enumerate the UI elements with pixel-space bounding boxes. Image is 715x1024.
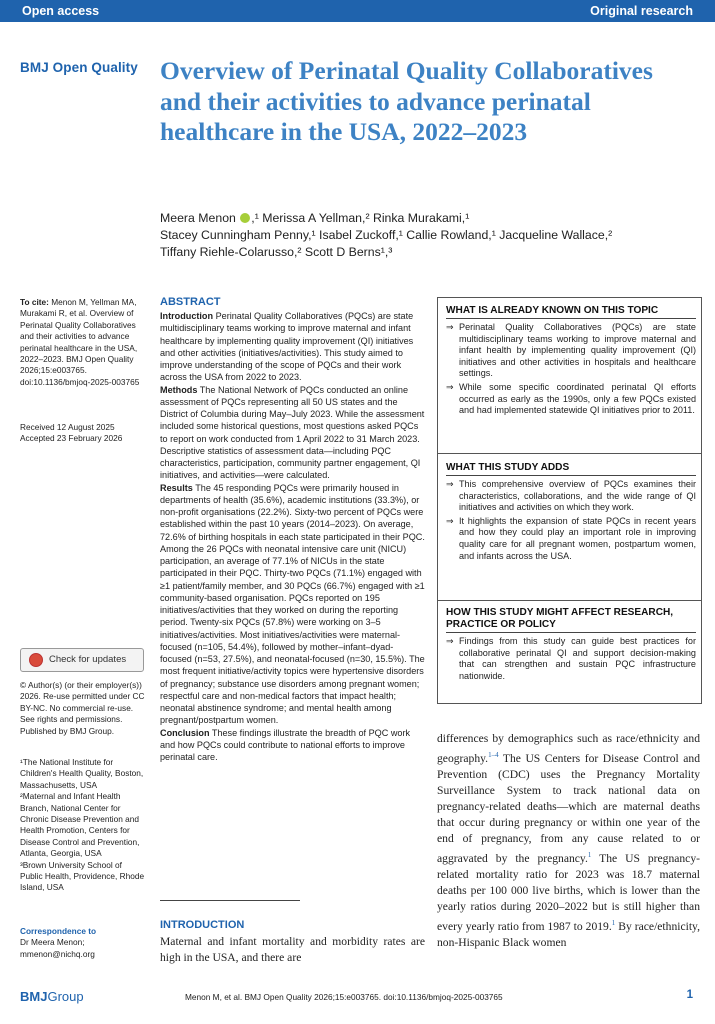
affiliation-2: ²Maternal and Infant Health Branch, National Center for Chronic Disease Prevention and Health Promotion, Centers for Disease Control and Prevention, Atlanta, Georgia, USA <box>20 791 140 859</box>
dates-block <box>20 422 145 445</box>
known-item-text: While some specific coordinated perinatal QI efforts occurred as early as the 1990s, only a few PQCs existed and had implemented statewide QI initiatives prior to 2011. <box>459 381 696 416</box>
known-item <box>446 322 696 380</box>
box-separator <box>438 453 701 454</box>
logo-bmj: BMJ <box>20 989 48 1004</box>
journal-brand[interactable]: BMJ Open Quality <box>20 60 138 75</box>
known-item-text: Perinatal Quality Collaboratives (PQCs) are state multidisciplinary teams working to improve maternal and infant health by implementing quality improvement (QI) initiatives and other activities in hospitals and healthcare settings. <box>459 322 696 379</box>
arrow-icon: ⇒ <box>446 381 454 392</box>
abstract-heading: ABSTRACT <box>160 296 221 308</box>
affect-item <box>446 636 696 682</box>
author-line2: Stacey Cunningham Penny,¹ Isabel Zuckoff,¹ Callie Rowland,¹ Jacqueline Wallace,² <box>160 228 613 242</box>
author-line1-rest: ,¹ Merissa A Yellman,² Rinka Murakami,¹ <box>251 211 470 225</box>
abstract-methods-label: Methods <box>160 384 198 395</box>
article-title: Overview of Perinatal Quality Collaboratives and their activities to advance perinatal healthcare in the USA, 2022–2023 <box>160 56 653 146</box>
abstract-end-rule <box>160 900 300 901</box>
affect-item-text: Findings from this study can guide best practices for collaborative perinatal QI and support decision-making that can strengthen and sustain PQC infrastructure nationwide. <box>459 636 696 681</box>
adds-item <box>446 479 696 514</box>
arrow-icon: ⇒ <box>446 479 454 489</box>
arrow-icon: ⇒ <box>446 515 454 526</box>
body-p2: The US Centers for Disease Control and Prevention (CDC) uses the Pregnancy Mortality Surveillance System to track national data on pregnancy-related deaths—which are maternal deaths that occur during pregnancy or within one year of the end of pregnancy, from any cause related to or aggravated by the pregnancy. <box>437 751 700 865</box>
logo-group: Group <box>47 989 84 1004</box>
introduction-heading: INTRODUCTION <box>160 919 245 931</box>
body-text-right <box>437 731 700 951</box>
adds-section <box>446 462 696 564</box>
reference-link[interactable]: 1 <box>611 918 616 927</box>
known-heading: WHAT IS ALREADY KNOWN ON THIS TOPIC <box>446 305 659 316</box>
adds-rule <box>446 475 696 476</box>
crossmark-icon <box>29 653 43 667</box>
copyright-text: © Author(s) (or their employer(s)) 2026. Re-use permitted under CC BY-NC. No commercial re-use. See rights and permissions. Published by BMJ Group. <box>20 680 145 736</box>
known-rule <box>446 318 696 319</box>
abstract-conclusion-text: These findings illustrate the breadth of PQC work and how PQCs could contribute to national efforts to improve perinatal care. <box>160 727 411 762</box>
abstract-conclusion-label: Conclusion <box>160 727 210 738</box>
orcid-icon[interactable] <box>240 213 250 223</box>
correspondence-label: Correspondence to <box>20 926 97 936</box>
known-item <box>446 382 696 417</box>
author-line3: Tiffany Riehle-Colarusso,² Scott D Berns¹,³ <box>160 245 393 259</box>
abstract-intro-label: Introduction <box>160 311 214 321</box>
check-updates-label: Check for updates <box>49 654 127 665</box>
arrow-icon: ⇒ <box>446 322 454 332</box>
bmj-group-logo[interactable] <box>20 989 84 1004</box>
correspondence-email[interactable]: mmenon@nichq.org <box>20 948 95 959</box>
reference-link[interactable]: 1 <box>587 850 592 859</box>
check-updates-button[interactable] <box>20 648 144 672</box>
adds-item-text: It highlights the expansion of state PQCs in recent years and how they could play an important role in improving quality care for all pregnant women, postpartum women, and infants across the USA. <box>459 515 696 561</box>
correspondence-name: Dr Meera Menon; <box>20 937 85 948</box>
reference-link[interactable]: 1–4 <box>488 751 499 759</box>
top-banner <box>0 0 715 22</box>
affiliation-1: ¹The National Institute for Children's Health Quality, Boston, Massachusetts, USA <box>20 757 144 790</box>
key-messages-box <box>437 297 702 704</box>
adds-item-text: This comprehensive overview of PQCs examines their characteristics, collaborations, and the wide range of QI initiatives and activities on which they work. <box>459 479 696 513</box>
accepted-date: Accepted 23 February 2026 <box>20 433 123 444</box>
article-type-label: Original research <box>590 4 693 18</box>
affect-rule <box>446 632 696 633</box>
page-number: 1 <box>686 989 693 1001</box>
abstract-intro-text: Perinatal Quality Collaboratives (PQCs) are state multidisciplinary teams working to improve maternal and infant healthcare by implementing quality improvement (QI) initiatives and other activities (initiatives/activities). This study aimed to improve understanding of the scope of PQCs and their work across the USA from 2022 to 2023. <box>160 311 414 383</box>
abstract-methods-text: The National Network of PQCs conducted an online assessment of PQCs representing all 50 US states and the District of Columbia during May–July 2023. While the assessment included some historical questions, most questions asked PQCs to report on work conducted from 1 April 2022 to 31 March 2023. Descriptive statistics of assessment data—including PQC characteristics, participation, community partner engagement, QI initiatives, and activities—were calculated. <box>160 384 425 481</box>
adds-item <box>446 516 696 562</box>
body-p3: The US pregnancy-related mortality ratio for 2023 was 18.7 maternal deaths per 100 000 live births, which is lower than the yearly ratios during 2020–2022 but is still higher than every yearly ratio from 1987 to 2019. <box>437 851 700 933</box>
adds-heading: WHAT THIS STUDY ADDS <box>446 462 570 473</box>
footer-citation: Menon M, et al. BMJ Open Quality 2026;15:e003765. doi:10.1136/bmjoq-2025-003765 <box>185 992 503 1002</box>
received-date: Received 12 August 2025 <box>20 422 115 432</box>
copyright-block <box>20 680 145 737</box>
correspondence-block <box>20 926 145 960</box>
body-p4: By race/ethnicity, non-Hispanic Black women <box>437 919 700 949</box>
affect-heading: HOW THIS STUDY MIGHT AFFECT RESEARCH, PRACTICE OR POLICY <box>446 607 674 630</box>
abstract-results-label: Results <box>160 482 193 493</box>
box-separator <box>438 600 701 601</box>
cite-text: Menon M, Yellman MA, Murakami R, et al. Overview of Perinatal Quality Collaboratives and their activities to advance perinatal healthcare in the USA, 2022–2023. BMJ Open Quality 2026;15:e003765. doi:10.1136/bmjoq-2025-003765 <box>20 297 140 387</box>
affect-section <box>446 607 696 684</box>
open-access-label: Open access <box>22 4 100 18</box>
body-p1: differences by demographics such as race/ethnicity and geography. <box>437 732 700 765</box>
arrow-icon: ⇒ <box>446 636 454 646</box>
author-first[interactable]: Meera Menon <box>160 211 236 225</box>
affiliations-block <box>20 757 145 894</box>
cite-label: To cite: <box>20 297 49 307</box>
author-list <box>160 210 700 261</box>
abstract-results-text: The 45 responding PQCs were primarily housed in departments of health (35.6%), academic institutions (33.3%), or non-profit organisations (22.2%). Sixty-two percent of PQCs were established within the past 10 years (2014–2023). On average, 72.6% of birthing hospitals in each state participated in their PQC. Among the 26 PQCs with neonatal intensive care unit (NICU) participation, an average of 77.1% of NICUs in the state participated in their PQC. Thirty-two PQCs (71.1%) engaged with ≥1 patient/family member, and 30 PQCs (66.7%) engaged with ≥1 community-based organisation. PQCs reported on 195 initiatives/activities that they worked on during the reporting period. Twenty-six PQCs (57.8%) were working on 3–5 initiatives/activities. Most initiatives/activities were maternal-focused (n=105, 54.4%), followed by mother–infant–dyad-focused (n=53, 27.5%), and neonatal-focused (n=30, 15.5%). The most frequent initiative/activity topics were hypertensive disorders of pregnancy; substance use disorders among pregnant women; respectful care and non-medical factors that impact health; neonatal abstinence syndrome; and mental health among pregnant/postpartum women. <box>160 482 425 726</box>
abstract-body <box>160 310 425 763</box>
introduction-text: Maternal and infant mortality and morbidity rates are high in the USA, and there are <box>160 935 425 964</box>
known-section <box>446 305 696 419</box>
affiliation-3: ³Brown University School of Public Health, Providence, Rhode Island, USA <box>20 859 145 893</box>
cite-block <box>20 297 145 388</box>
